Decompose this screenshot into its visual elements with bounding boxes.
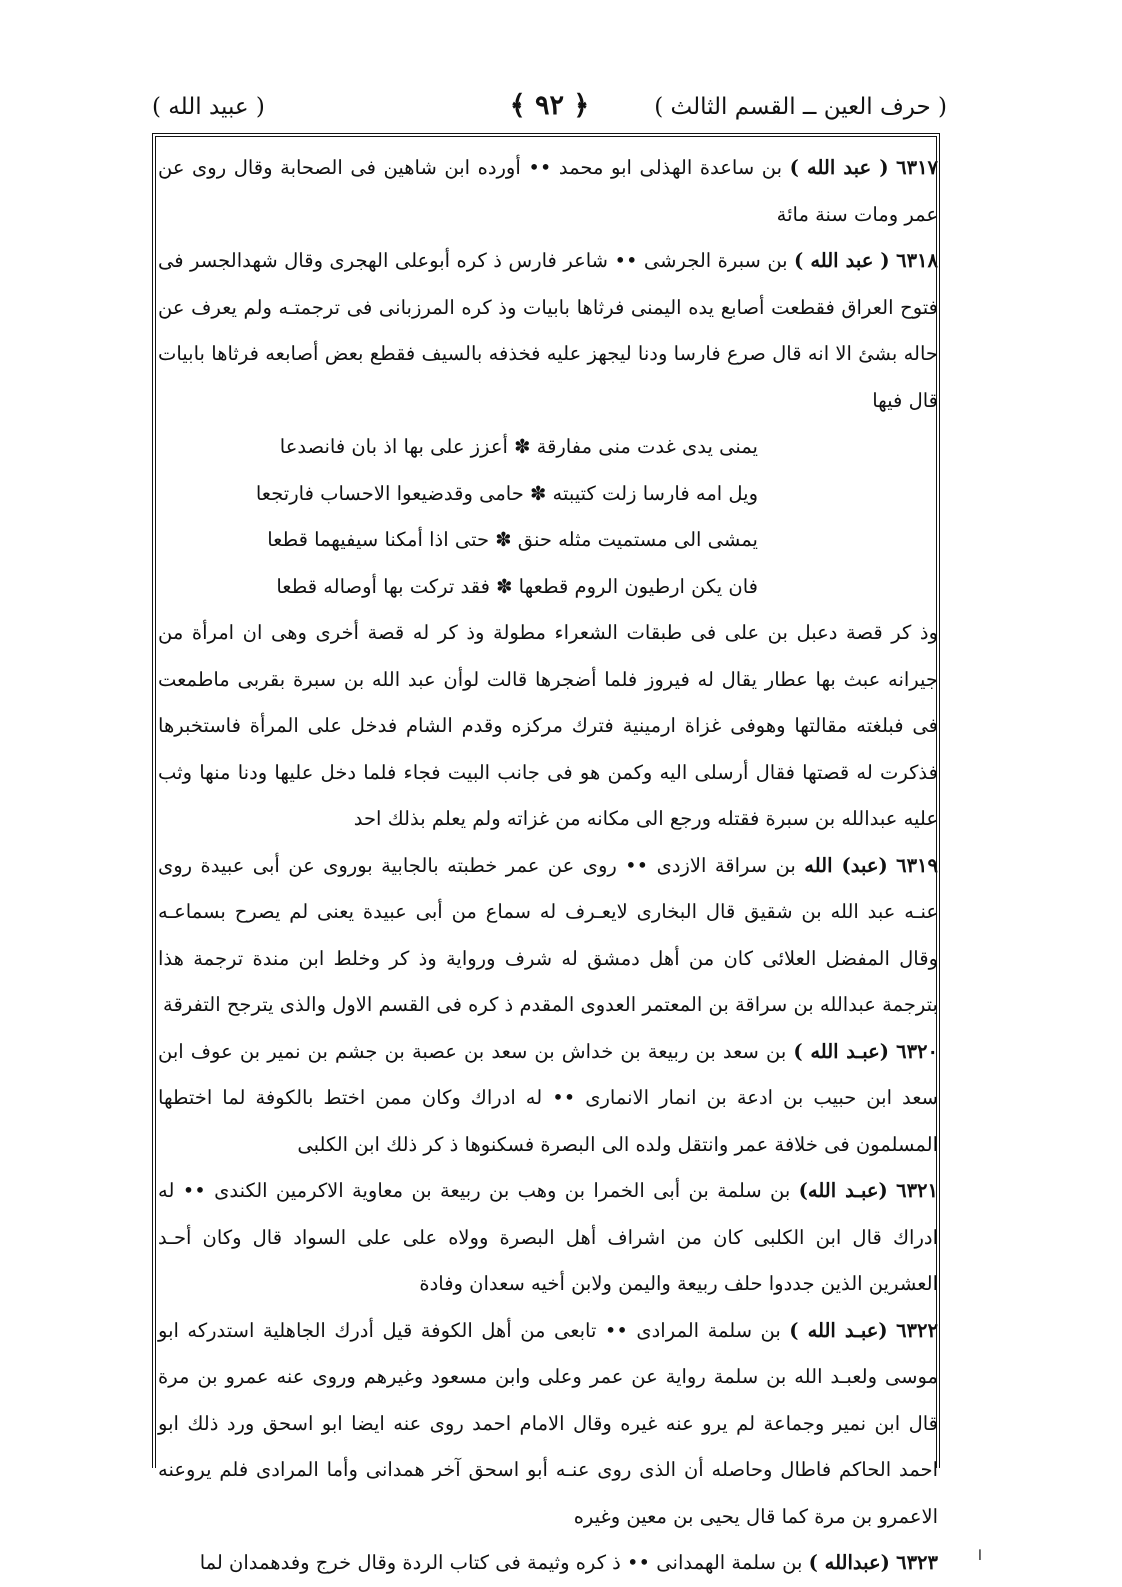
entry-number: ٦٣٢٢ — [896, 1318, 938, 1342]
entry-text: بن سراقة الازدى ‎•• روى عن عمر خطبته بالجابية بوروى عن أبى عبيدة روى عنـه عبد الله بن شقيق قال البخارى لايعـرف له سماع من أبى عبيدة يعنى لم يصرح بسماعـه وقال المفضل العلائى كان من أهل دمشق له شرف ورواية وذ كر وخلط ابن مندة ترجمة هذا بترجمة عبدالله بن سراقة بن المعتمر العدوى المقدم ذ كره فى القسم الاول والذى يترجح التفرقة — [158, 853, 938, 1016]
entry-name: (عبدالله ) — [808, 1551, 890, 1574]
entry-6318-continuation — [158, 610, 938, 843]
entry-text: وذ كر قصة دعبل بن على فى طبقات الشعراء مطولة وذ كر له قصة أخرى وهى ان امرأة من جيرانه عبث بها عطار يقال له فيروز فلما أضجرها قالت لوأن عبد الله بن سبرة بقربى ماطمعت فى فبلغته مقالتها وهوفى غزاة ارمينية فترك مركزه وقدم الشام فدخل على المرأة فاستخبرها فذكرت له قصتها فقال أرسلى اليه وكمن هو فى جانب البيت فجاء فلما دخل عليها ودنا منها وثب عليه عبدالله بن سبرة فقتله ورجع الى مكانه من غزاته ولم يعلم بذلك احد — [158, 621, 938, 830]
verse-line: يمنى يدى غدت منى مفارقة ✽ أعزز على بها اذ بان فانصدعا — [279, 435, 758, 458]
entry-number: ٦٣١٩ — [896, 853, 939, 877]
section-title: ( حرف العين ــ القسم الثالث ) — [654, 94, 947, 120]
entry-6317 — [158, 145, 938, 238]
poem — [158, 424, 938, 610]
body-text — [158, 145, 938, 1587]
entry-text: بن سلمة الهمدانى ‎•• ذ كره وثيمة فى كتاب الردة وقال خرج وفدهمدان لما — [199, 1551, 803, 1574]
entry-6321 — [158, 1168, 938, 1308]
entry-text: بن سلمة بن أبى الخمرا بن وهب بن ربيعة بن معاوية الاكرمين الكندى ‎•• له ادراك قال ابن الكلبى كان من اشراف أهل البصرة وولاه على على السواد قال وكان أحـد العشرين الذين جددوا حلف ربيعة واليمن ولابن أخيه سعدان وفادة — [158, 1179, 938, 1295]
verse-line: يمشى الى مستميت مثله حنق ✽ حتى اذا أمكنا سيفيهما قطعا — [267, 528, 758, 551]
entry-number: ٦٣٢٣ — [896, 1551, 938, 1574]
entry-text: بن سلمة المرادى ‎•• تابعى من أهل الكوفة قيل أدرك الجاهلية استدركه ابو موسى ولعبـد الله بن سلمة رواية عن عمر وعلى وابن مسعود وغيرهم وروى عنه عمرو بن مرة قال ابن نمير وجماعة لم يرو عنه غيره وقال الامام احمد روى عنه ايضا ابو اسحق ورد ذلك ابو احمد الحاكم فاطال وحاصله أن الذى روى عنـه أبو اسحق آخر همدانى وأما المرادى فلم يروعنه الاعمرو بن مرة كما قال يحيى بن معين وغيره — [158, 1318, 938, 1528]
verse-line: ويل امه فارسا زلت كتيبته ✽ حامى وقدضيعوا الاحساب فارتجعا — [255, 481, 758, 505]
entry-name: (عبـد الله ) — [793, 1039, 889, 1063]
entry-text: بن ساعدة الهذلى ابو محمد ‎•• أورده ابن شاهين فى الصحابة وقال روى عن عمر ومات سنة مائة — [158, 156, 938, 226]
footer-mark: ا — [978, 1548, 982, 1564]
entry-6320 — [158, 1029, 938, 1169]
entry-number: ٦٣١٨ — [896, 249, 939, 272]
entry-name: (عبد) الله — [804, 853, 888, 877]
entry-name: (عبـد الله) — [798, 1179, 888, 1202]
entry-name: ( عبد الله ) — [789, 156, 889, 179]
page-number: ﴿ ٩٢ ﴾ — [509, 90, 590, 121]
verse-line: فان يكن ارطيون الروم قطعها ✽ فقد تركت بها أوصاله قطعا — [276, 574, 758, 598]
entry-name: ( عبد الله ) — [794, 249, 890, 272]
entry-number: ٦٣٢١ — [896, 1179, 939, 1202]
entry-name: (عبـد الله ) — [789, 1318, 888, 1342]
entry-number: ٦٣١٧ — [896, 156, 939, 179]
entry-6318 — [158, 238, 938, 424]
entry-text: بن سعد بن ربيعة بن خداش بن سعد بن عصبة بن جشم بن نمير بن عوف ابن سعد ابن حبيب بن ادعة بن انمار الانمارى ‎•• له ادراك وكان ممن اختط بالكوفة لما اختطها المسلمون فى خلافة عمر وانتقل ولده الى البصرة فسكنوها ذ كر ذلك ابن الكلبى — [158, 1039, 938, 1156]
entry-text: بن سبرة الجرشى ‎•• شاعر فارس ذ كره أبوعلى الهجرى وقال شهدالجسر فى فتوح العراق فقطعت أصابع يده اليمنى فرثاها بابيات وذ كره المرزبانى فى ترجمتـه ولم يعرف عن حاله بشئ الا انه قال صرع فارسا ودنا ليجهز عليه فخذفه بالسيف فقطع بعض أصابعه فرثاها بابيات قال فيها — [158, 249, 938, 412]
entry-number: ٦٣٢٠ — [896, 1039, 939, 1063]
entry-6319 — [158, 843, 938, 1029]
entry-6322 — [158, 1308, 938, 1541]
running-header — [152, 90, 947, 130]
entry-6323 — [158, 1540, 938, 1587]
running-entry-name: ( عبيد الله ) — [152, 94, 265, 120]
